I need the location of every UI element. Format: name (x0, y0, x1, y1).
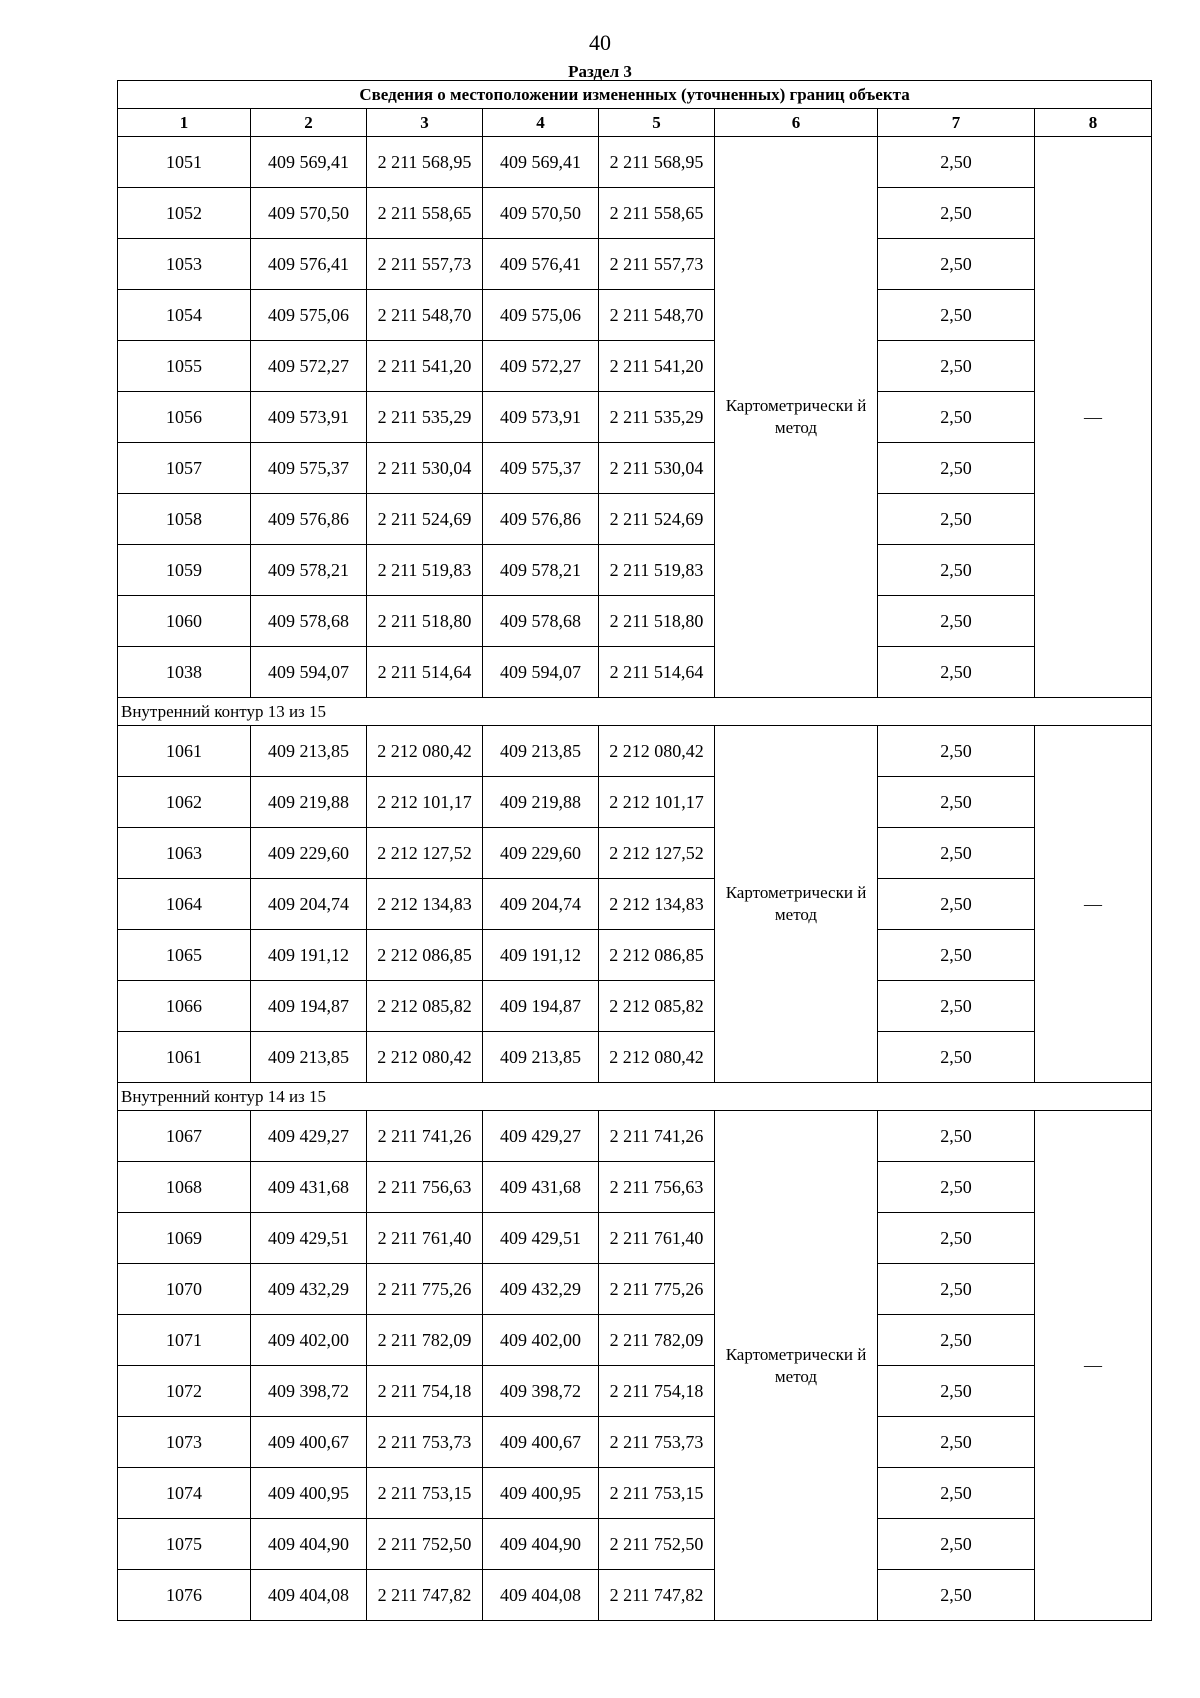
point-number: 1075 (118, 1519, 251, 1570)
y-coordinate-old: 2 212 101,17 (367, 777, 483, 828)
x-coordinate-new: 409 429,27 (483, 1111, 599, 1162)
table-row (118, 1417, 1152, 1468)
note-cell: — (1035, 1111, 1152, 1621)
table-row (118, 981, 1152, 1032)
precision-value: 2,50 (878, 545, 1035, 596)
point-number: 1068 (118, 1162, 251, 1213)
x-coordinate-new: 409 594,07 (483, 647, 599, 698)
y-coordinate-old: 2 211 519,83 (367, 545, 483, 596)
precision-value: 2,50 (878, 828, 1035, 879)
point-number: 1059 (118, 545, 251, 596)
note-cell: — (1035, 137, 1152, 698)
point-number: 1065 (118, 930, 251, 981)
y-coordinate-old: 2 212 127,52 (367, 828, 483, 879)
contour-label: Внутренний контур 13 из 15 (118, 698, 1152, 726)
x-coordinate-old: 409 429,51 (251, 1213, 367, 1264)
point-number: 1074 (118, 1468, 251, 1519)
x-coordinate-old: 409 204,74 (251, 879, 367, 930)
section-title: Раздел 3 (568, 62, 632, 81)
precision-value: 2,50 (878, 777, 1035, 828)
point-number: 1069 (118, 1213, 251, 1264)
precision-value: 2,50 (878, 930, 1035, 981)
y-coordinate-new: 2 212 127,52 (599, 828, 715, 879)
point-number: 1051 (118, 137, 251, 188)
y-coordinate-old: 2 211 541,20 (367, 341, 483, 392)
y-coordinate-old: 2 212 086,85 (367, 930, 483, 981)
y-coordinate-old: 2 211 754,18 (367, 1366, 483, 1417)
precision-value: 2,50 (878, 981, 1035, 1032)
table-row (118, 1264, 1152, 1315)
y-coordinate-old: 2 211 753,73 (367, 1417, 483, 1468)
precision-value: 2,50 (878, 494, 1035, 545)
contour-label: Внутренний контур 14 из 15 (118, 1083, 1152, 1111)
x-coordinate-old: 409 569,41 (251, 137, 367, 188)
x-coordinate-new: 409 578,68 (483, 596, 599, 647)
precision-value: 2,50 (878, 1213, 1035, 1264)
y-coordinate-new: 2 212 134,83 (599, 879, 715, 930)
y-coordinate-new: 2 212 080,42 (599, 1032, 715, 1083)
y-coordinate-old: 2 211 558,65 (367, 188, 483, 239)
x-coordinate-new: 409 576,41 (483, 239, 599, 290)
table-row (118, 1111, 1152, 1162)
x-coordinate-new: 409 404,90 (483, 1519, 599, 1570)
table-row (118, 726, 1152, 777)
x-coordinate-old: 409 191,12 (251, 930, 367, 981)
table-row (118, 239, 1152, 290)
y-coordinate-old: 2 211 514,64 (367, 647, 483, 698)
table-row (118, 341, 1152, 392)
precision-value: 2,50 (878, 341, 1035, 392)
y-coordinate-new: 2 212 101,17 (599, 777, 715, 828)
x-coordinate-old: 409 572,27 (251, 341, 367, 392)
point-number: 1076 (118, 1570, 251, 1621)
x-coordinate-old: 409 575,37 (251, 443, 367, 494)
precision-value: 2,50 (878, 596, 1035, 647)
table-row (118, 443, 1152, 494)
y-coordinate-old: 2 211 782,09 (367, 1315, 483, 1366)
x-coordinate-new: 409 398,72 (483, 1366, 599, 1417)
x-coordinate-new: 409 573,91 (483, 392, 599, 443)
x-coordinate-new: 409 570,50 (483, 188, 599, 239)
column-number: 8 (1035, 109, 1152, 137)
precision-value: 2,50 (878, 1468, 1035, 1519)
y-coordinate-old: 2 211 557,73 (367, 239, 483, 290)
x-coordinate-old: 409 576,41 (251, 239, 367, 290)
table-caption: Сведения о местоположении измененных (уточненных) границ объекта (118, 81, 1152, 109)
precision-value: 2,50 (878, 647, 1035, 698)
x-coordinate-old: 409 402,00 (251, 1315, 367, 1366)
precision-value: 2,50 (878, 726, 1035, 777)
table-row (118, 596, 1152, 647)
table-row (118, 1315, 1152, 1366)
x-coordinate-new: 409 575,37 (483, 443, 599, 494)
precision-value: 2,50 (878, 1417, 1035, 1468)
point-number: 1064 (118, 879, 251, 930)
precision-value: 2,50 (878, 879, 1035, 930)
table-row (118, 647, 1152, 698)
x-coordinate-old: 409 398,72 (251, 1366, 367, 1417)
x-coordinate-new: 409 431,68 (483, 1162, 599, 1213)
precision-value: 2,50 (878, 1264, 1035, 1315)
x-coordinate-new: 409 194,87 (483, 981, 599, 1032)
column-number: 5 (599, 109, 715, 137)
table-row (118, 494, 1152, 545)
table-row (118, 545, 1152, 596)
x-coordinate-old: 409 194,87 (251, 981, 367, 1032)
x-coordinate-old: 409 594,07 (251, 647, 367, 698)
x-coordinate-old: 409 432,29 (251, 1264, 367, 1315)
x-coordinate-new: 409 576,86 (483, 494, 599, 545)
column-number: 2 (251, 109, 367, 137)
y-coordinate-new: 2 211 535,29 (599, 392, 715, 443)
x-coordinate-new: 409 400,95 (483, 1468, 599, 1519)
point-number: 1038 (118, 647, 251, 698)
point-number: 1067 (118, 1111, 251, 1162)
y-coordinate-new: 2 211 558,65 (599, 188, 715, 239)
y-coordinate-new: 2 211 514,64 (599, 647, 715, 698)
y-coordinate-old: 2 211 518,80 (367, 596, 483, 647)
y-coordinate-new: 2 211 519,83 (599, 545, 715, 596)
y-coordinate-new: 2 211 518,80 (599, 596, 715, 647)
boundary-table (117, 80, 1152, 1621)
table-row (118, 392, 1152, 443)
x-coordinate-new: 409 432,29 (483, 1264, 599, 1315)
y-coordinate-new: 2 212 085,82 (599, 981, 715, 1032)
x-coordinate-new: 409 402,00 (483, 1315, 599, 1366)
x-coordinate-new: 409 572,27 (483, 341, 599, 392)
point-number: 1062 (118, 777, 251, 828)
point-number: 1071 (118, 1315, 251, 1366)
precision-value: 2,50 (878, 1111, 1035, 1162)
x-coordinate-new: 409 578,21 (483, 545, 599, 596)
y-coordinate-new: 2 211 530,04 (599, 443, 715, 494)
contour-row (118, 1083, 1152, 1111)
y-coordinate-new: 2 211 524,69 (599, 494, 715, 545)
y-coordinate-old: 2 211 568,95 (367, 137, 483, 188)
point-number: 1058 (118, 494, 251, 545)
table-row (118, 777, 1152, 828)
x-coordinate-old: 409 431,68 (251, 1162, 367, 1213)
x-coordinate-new: 409 213,85 (483, 1032, 599, 1083)
x-coordinate-old: 409 404,08 (251, 1570, 367, 1621)
y-coordinate-old: 2 212 134,83 (367, 879, 483, 930)
x-coordinate-old: 409 404,90 (251, 1519, 367, 1570)
method-cell: Картометрически й метод (715, 137, 878, 698)
table-row (118, 1366, 1152, 1417)
table-row (118, 930, 1152, 981)
precision-value: 2,50 (878, 239, 1035, 290)
table-row (118, 1519, 1152, 1570)
y-coordinate-new: 2 211 753,73 (599, 1417, 715, 1468)
y-coordinate-old: 2 211 756,63 (367, 1162, 483, 1213)
precision-value: 2,50 (878, 443, 1035, 494)
column-number: 1 (118, 109, 251, 137)
point-number: 1052 (118, 188, 251, 239)
page-number: 40 (589, 30, 611, 55)
table-row (118, 1468, 1152, 1519)
y-coordinate-new: 2 211 754,18 (599, 1366, 715, 1417)
precision-value: 2,50 (878, 1570, 1035, 1621)
y-coordinate-old: 2 211 753,15 (367, 1468, 483, 1519)
column-number: 4 (483, 109, 599, 137)
y-coordinate-old: 2 211 548,70 (367, 290, 483, 341)
y-coordinate-old: 2 211 747,82 (367, 1570, 483, 1621)
x-coordinate-new: 409 229,60 (483, 828, 599, 879)
precision-value: 2,50 (878, 137, 1035, 188)
column-number: 6 (715, 109, 878, 137)
y-coordinate-old: 2 211 524,69 (367, 494, 483, 545)
precision-value: 2,50 (878, 1315, 1035, 1366)
y-coordinate-new: 2 211 753,15 (599, 1468, 715, 1519)
table-row (118, 137, 1152, 188)
y-coordinate-new: 2 211 775,26 (599, 1264, 715, 1315)
point-number: 1060 (118, 596, 251, 647)
point-number: 1057 (118, 443, 251, 494)
x-coordinate-old: 409 229,60 (251, 828, 367, 879)
x-coordinate-old: 409 213,85 (251, 1032, 367, 1083)
y-coordinate-new: 2 211 761,40 (599, 1213, 715, 1264)
table-row (118, 1032, 1152, 1083)
note-cell: — (1035, 726, 1152, 1083)
y-coordinate-new: 2 212 086,85 (599, 930, 715, 981)
column-number: 7 (878, 109, 1035, 137)
table-row (118, 879, 1152, 930)
precision-value: 2,50 (878, 290, 1035, 341)
x-coordinate-new: 409 569,41 (483, 137, 599, 188)
x-coordinate-new: 409 191,12 (483, 930, 599, 981)
point-number: 1061 (118, 726, 251, 777)
point-number: 1063 (118, 828, 251, 879)
x-coordinate-old: 409 576,86 (251, 494, 367, 545)
table-row (118, 1570, 1152, 1621)
y-coordinate-old: 2 211 752,50 (367, 1519, 483, 1570)
precision-value: 2,50 (878, 1032, 1035, 1083)
x-coordinate-new: 409 400,67 (483, 1417, 599, 1468)
x-coordinate-old: 409 219,88 (251, 777, 367, 828)
point-number: 1056 (118, 392, 251, 443)
method-cell: Картометрически й метод (715, 726, 878, 1083)
x-coordinate-old: 409 213,85 (251, 726, 367, 777)
point-number: 1054 (118, 290, 251, 341)
x-coordinate-old: 409 400,95 (251, 1468, 367, 1519)
point-number: 1073 (118, 1417, 251, 1468)
y-coordinate-new: 2 211 741,26 (599, 1111, 715, 1162)
table-row (118, 290, 1152, 341)
point-number: 1072 (118, 1366, 251, 1417)
y-coordinate-new: 2 211 756,63 (599, 1162, 715, 1213)
precision-value: 2,50 (878, 1366, 1035, 1417)
y-coordinate-new: 2 211 752,50 (599, 1519, 715, 1570)
x-coordinate-new: 409 575,06 (483, 290, 599, 341)
column-number: 3 (367, 109, 483, 137)
precision-value: 2,50 (878, 1162, 1035, 1213)
y-coordinate-old: 2 211 535,29 (367, 392, 483, 443)
x-coordinate-new: 409 204,74 (483, 879, 599, 930)
y-coordinate-old: 2 211 530,04 (367, 443, 483, 494)
x-coordinate-old: 409 400,67 (251, 1417, 367, 1468)
precision-value: 2,50 (878, 392, 1035, 443)
x-coordinate-old: 409 573,91 (251, 392, 367, 443)
y-coordinate-old: 2 211 741,26 (367, 1111, 483, 1162)
precision-value: 2,50 (878, 188, 1035, 239)
y-coordinate-new: 2 211 541,20 (599, 341, 715, 392)
method-cell: Картометрически й метод (715, 1111, 878, 1621)
x-coordinate-old: 409 575,06 (251, 290, 367, 341)
x-coordinate-new: 409 404,08 (483, 1570, 599, 1621)
x-coordinate-old: 409 578,68 (251, 596, 367, 647)
x-coordinate-new: 409 213,85 (483, 726, 599, 777)
x-coordinate-new: 409 429,51 (483, 1213, 599, 1264)
y-coordinate-old: 2 212 080,42 (367, 1032, 483, 1083)
point-number: 1061 (118, 1032, 251, 1083)
point-number: 1055 (118, 341, 251, 392)
y-coordinate-new: 2 211 568,95 (599, 137, 715, 188)
x-coordinate-old: 409 570,50 (251, 188, 367, 239)
point-number: 1070 (118, 1264, 251, 1315)
table-row (118, 188, 1152, 239)
precision-value: 2,50 (878, 1519, 1035, 1570)
point-number: 1053 (118, 239, 251, 290)
contour-row (118, 698, 1152, 726)
y-coordinate-new: 2 212 080,42 (599, 726, 715, 777)
x-coordinate-new: 409 219,88 (483, 777, 599, 828)
table-row (118, 828, 1152, 879)
table-row (118, 1162, 1152, 1213)
y-coordinate-old: 2 211 761,40 (367, 1213, 483, 1264)
table-row (118, 1213, 1152, 1264)
y-coordinate-old: 2 212 085,82 (367, 981, 483, 1032)
x-coordinate-old: 409 578,21 (251, 545, 367, 596)
y-coordinate-old: 2 212 080,42 (367, 726, 483, 777)
point-number: 1066 (118, 981, 251, 1032)
y-coordinate-new: 2 211 548,70 (599, 290, 715, 341)
y-coordinate-old: 2 211 775,26 (367, 1264, 483, 1315)
x-coordinate-old: 409 429,27 (251, 1111, 367, 1162)
y-coordinate-new: 2 211 782,09 (599, 1315, 715, 1366)
y-coordinate-new: 2 211 557,73 (599, 239, 715, 290)
y-coordinate-new: 2 211 747,82 (599, 1570, 715, 1621)
